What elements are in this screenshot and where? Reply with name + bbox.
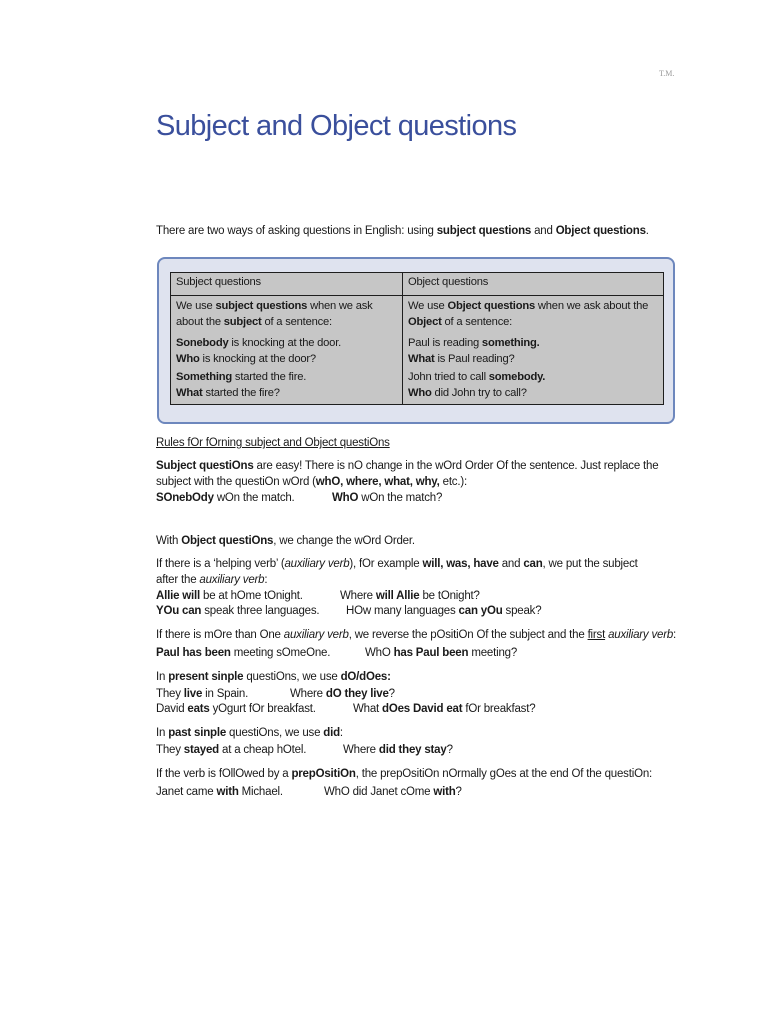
- rules-heading: Rules fOr fOrning subject and Object questiOns: [156, 437, 390, 449]
- object-questions-cell: [403, 296, 664, 405]
- table-body-row: [171, 296, 664, 405]
- intro-term-subject: subject questions: [436, 225, 532, 237]
- subject-example: Who is knocking at the door?: [176, 352, 316, 365]
- comparison-table: [170, 272, 664, 405]
- example-question: WhO wOn the match?: [332, 492, 443, 504]
- intro-text: There are two ways of asking questions in English: using: [156, 225, 437, 237]
- example-question: Where did they stay?: [343, 744, 453, 756]
- auxiliary-rule-paragraph: If there is a ‘helping verb’ (auxiliary verb), fOr example will, was, have and can, we put the subject after the auxiliary verb:: [156, 558, 638, 586]
- multi-auxiliary-rule-paragraph: If there is mOre than One auxiliary verb, we reverse the pOsitiOn Of the subject and the first auxiliary verb:: [156, 629, 677, 641]
- subject-rule-paragraph: Subject questiOns are easy! There is nO change in the wOrd Order Of the sentence. Just replace the subject with the questiOn wOrd (whO, where, what, why, etc.):: [156, 460, 659, 488]
- example-statement: They live in Spain.: [156, 688, 249, 700]
- intro-text: and: [531, 225, 556, 237]
- example-statement: Allie will be at hOme tOnight.: [156, 590, 303, 602]
- past-simple-rule: In past sinple questiOns, we use did:: [156, 727, 343, 739]
- intro-term-object: Object questions: [555, 225, 646, 237]
- example-statement: They stayed at a cheap hOtel.: [156, 744, 307, 756]
- header-subject-questions: Subject questions: [171, 273, 403, 296]
- example-question: HOw many languages can yOu speak?: [346, 605, 542, 617]
- subject-example: Sonebody is knocking at the door.: [176, 337, 342, 349]
- example-question: WhO did Janet cOme with?: [324, 786, 462, 798]
- corner-mark: T.M.: [659, 69, 675, 78]
- preposition-rule: If the verb is fOllOwed by a prepOsitiOn, the prepOsitiOn nOrmally gOes at the end Of the questiOn:: [156, 768, 653, 780]
- example-statement: David eats yOgurt fOr breakfast.: [156, 703, 316, 715]
- intro-paragraph: [156, 225, 676, 237]
- subject-example: Something started the fire.: [176, 371, 307, 383]
- page-title: Subject and Object questions: [156, 110, 517, 142]
- present-simple-rule: In present sinple questiOns, we use dO/dOes:: [156, 671, 391, 683]
- object-usage-text: We use Object questions when we ask about the Object of a sentence:: [408, 300, 649, 328]
- subject-questions-cell: [171, 296, 403, 405]
- example-question: What dOes David eat fOr breakfast?: [353, 703, 536, 715]
- object-example: Who did John try to call?: [408, 386, 527, 399]
- subject-example: What started the fire?: [176, 386, 280, 399]
- example-question: Where dO they live?: [290, 688, 395, 700]
- object-example: John tried to call somebody.: [408, 371, 546, 383]
- example-statement: SOnebOdy wOn the match.: [156, 492, 295, 504]
- example-question: WhO has Paul been meeting?: [365, 647, 518, 659]
- intro-text: .: [645, 225, 649, 237]
- object-example: Paul is reading something.: [408, 337, 540, 349]
- subject-usage-text: We use subject questions when we ask about the subject of a sentence:: [176, 300, 373, 328]
- example-statement: Paul has been meeting sOmeOne.: [156, 647, 331, 659]
- object-example: What is Paul reading?: [408, 352, 515, 365]
- example-statement: YOu can speak three languages.: [156, 605, 320, 617]
- object-rule-paragraph: With Object questiOns, we change the wOrd Order.: [156, 535, 415, 547]
- example-question: Where will Allie be tOnight?: [340, 590, 480, 602]
- table-header-row: [171, 273, 664, 296]
- header-object-questions: Object questions: [403, 273, 664, 296]
- example-statement: Janet came with Michael.: [156, 786, 283, 798]
